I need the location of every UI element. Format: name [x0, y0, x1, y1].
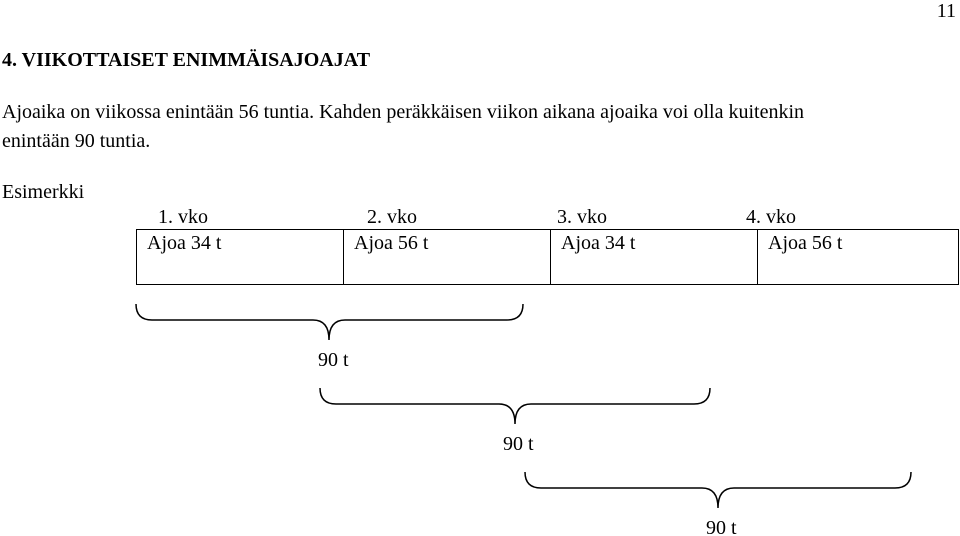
paragraph-line-1: Ajoaika on viikossa enintään 56 tuntia. Kahden peräkkäisen viikon aikana ajoaika voi olla kuitenkin [2, 101, 805, 123]
brace-weeks-3-4 [525, 472, 911, 508]
brace-label-3: 90 t [706, 517, 737, 536]
brace-weeks-1-2 [136, 304, 523, 340]
week-label-3: 3. vko [557, 206, 607, 228]
table-cell-week-2: Ajoa 56 t [344, 230, 551, 285]
table-cell-week-4: Ajoa 56 t [758, 230, 959, 285]
week-label-4: 4. vko [746, 206, 796, 228]
table-cell-week-3: Ajoa 34 t [551, 230, 758, 285]
example-label: Esimerkki [2, 181, 85, 203]
week-label-1: 1. vko [158, 206, 208, 228]
week-label-2: 2. vko [367, 206, 417, 228]
page-number: 11 [936, 0, 956, 22]
brace-weeks-2-3 [320, 388, 710, 424]
section-heading: 4. VIIKOTTAISET ENIMMÄISAJOAJAT [2, 49, 371, 71]
brace-label-1: 90 t [318, 349, 349, 371]
table-cell-week-1: Ajoa 34 t [137, 230, 344, 285]
paragraph-line-2: enintään 90 tuntia. [2, 130, 151, 152]
brace-label-2: 90 t [503, 433, 534, 455]
